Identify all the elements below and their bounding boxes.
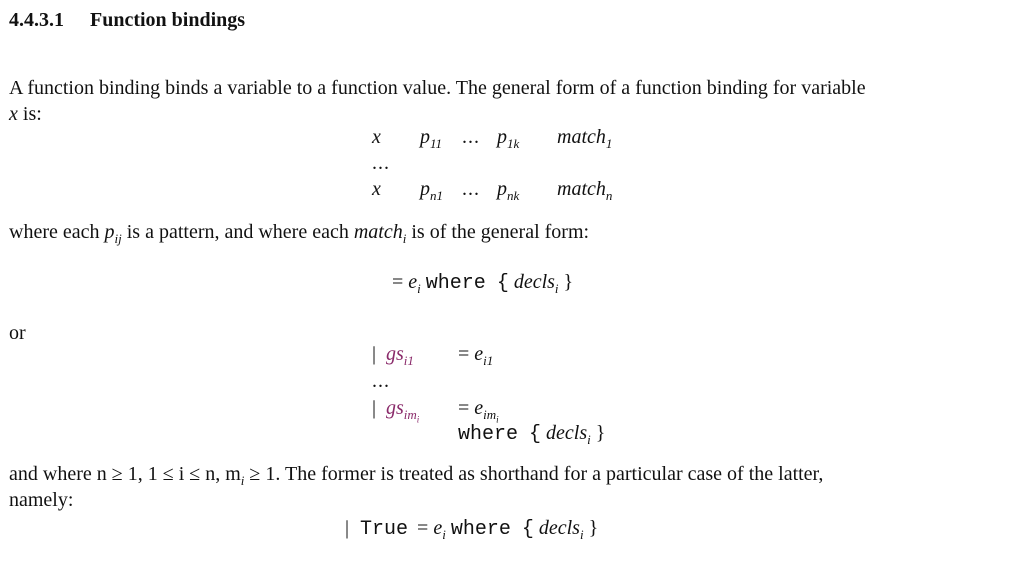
guard-row1-eq: = $e_{i1}$ [458,343,494,368]
intro-line-1: A function binding binds a variable to a function value. The general form of a function binding for variable [9,77,866,99]
guard-row2-gs: $gs_{im_i}$ [386,397,420,425]
gf-row1-var: x [372,126,381,148]
form-simple: = $e_i$ where { decls$_i$ } [392,271,574,296]
guard-row1-bar: | [372,343,377,365]
section-title: Function bindings [90,9,246,31]
gf-row2-p-first: $p_{n1}$ [420,178,443,203]
section-number: 4.4.3.1 [9,9,64,31]
form-shorthand: | True = $e_i$ where { decls$_i$ } [345,517,599,542]
conditions-line-2: namely: [9,489,74,511]
where-each-line: where each $p_{ij}$ is a pattern, and where each match$_i$ is of the general form: [9,221,590,246]
gf-row1-dots: ... [462,126,480,148]
intro-line-2 [9,101,42,127]
gf-row2-var: x [372,178,381,200]
gf-row1-p-last: $p_{1k}$ [497,126,520,151]
guard-row2-eq: = $e_{im_i}$ [458,397,499,425]
gf-row2-match: match$_n$ [557,178,613,203]
section-heading [9,9,245,32]
gf-vdots: ... [372,152,390,174]
gf-row2-dots: ... [462,178,480,200]
gf-row1-match: match$_1$ [557,126,613,151]
intro-var: x [9,103,18,125]
intro-line-2-rest: is: [17,103,42,125]
guard-vdots: ... [372,370,390,392]
gf-row1-p-first: $p_{11}$ [420,126,443,151]
conditions-line-1: and where n ≥ 1, 1 ≤ i ≤ n, $m_i \ge 1$. The former is treated as shorthand for a particular case of the latter, [9,463,824,488]
guard-where: where { decls$_i$ } [458,422,606,447]
gf-row2-p-last: $p_{nk}$ [497,178,520,203]
guard-row2-bar: | [372,397,377,419]
or-label: or [9,322,26,344]
guard-row1-gs: $gs_{i1}$ [386,343,414,368]
